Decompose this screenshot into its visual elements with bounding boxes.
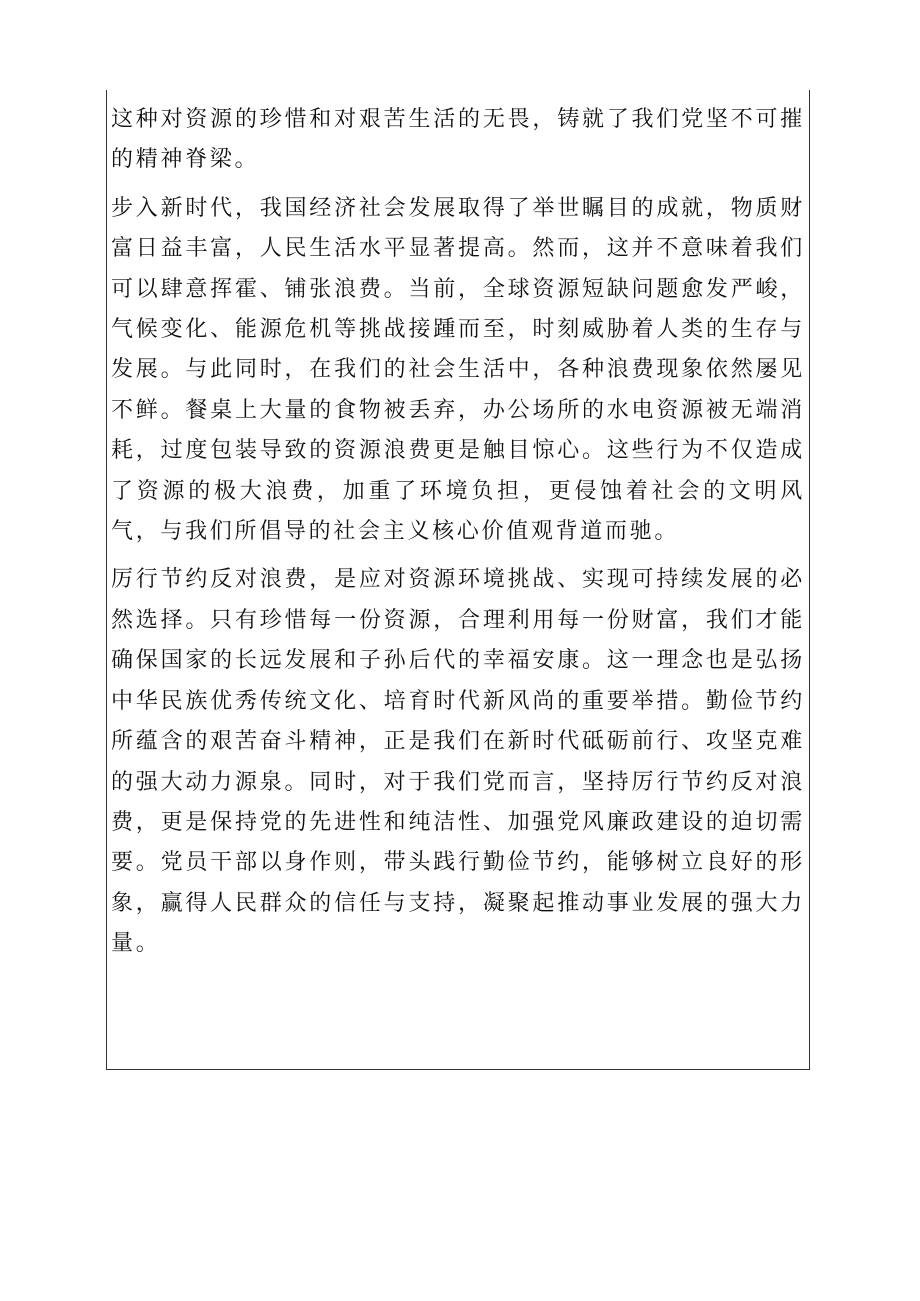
paragraph-3: 厉行节约反对浪费，是应对资源环境挑战、实现可持续发展的必然选择。只有珍惜每一份资源，合理利用每一份财富，我们才能确保国家的长远发展和子孙后代的幸福安康。这一理念也是弘扬中华民族优秀传统文化、培育时代新风尚的重要举措。勤俭节约所蕴含的艰苦奋斗精神，正是我们在新时代砥砺前行、攻坚克难的强大动力源泉。同时，对于我们党而言，坚持厉行节约反对浪费，更是保持党的先进性和纯洁性、加强党风廉政建设的迫切需要。党员干部以身作则，带头践行勤俭节约，能够树立良好的形象，赢得人民群众的信任与支持，凝聚起推动事业发展的强大力量。 xyxy=(111,567,805,957)
cell-content xyxy=(111,100,805,973)
paragraph-2: 步入新时代，我国经济社会发展取得了举世瞩目的成就，物质财富日益丰富，人民生活水平显著提高。然而，这并不意味着我们可以肆意挥霍、铺张浪费。当前，全球资源短缺问题愈发严峻，气候变化、能源危机等挑战接踵而至，时刻威胁着人类的生存与发展。与此同时，在我们的社会生活中，各种浪费现象依然屡见不鲜。餐桌上大量的食物被丢弃，办公场所的水电资源被无端消耗，过度包装导致的资源浪费更是触目惊心。这些行为不仅造成了资源的极大浪费，加重了环境负担，更侵蚀着社会的文明风气，与我们所倡导的社会主义核心价值观背道而驰。 xyxy=(111,195,805,545)
table-cell xyxy=(106,90,810,1070)
paragraph-1: 这种对资源的珍惜和对艰苦生活的无畏，铸就了我们党坚不可摧的精神脊梁。 xyxy=(111,107,805,173)
